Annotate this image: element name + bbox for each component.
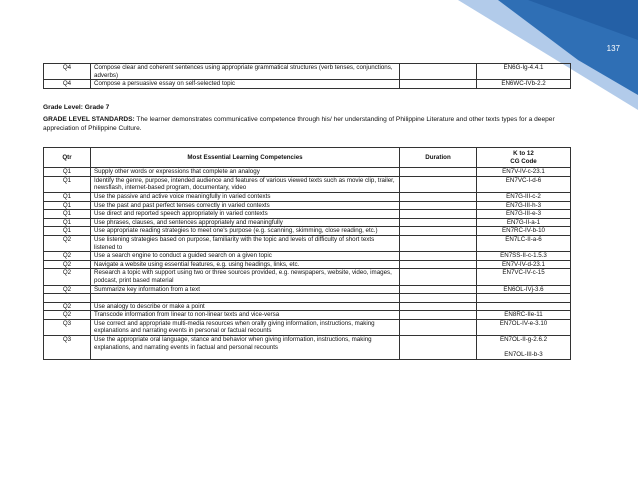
table-row — [44, 336, 571, 360]
duration-cell — [400, 210, 477, 219]
table-row — [44, 80, 571, 89]
grade-level-standards — [43, 115, 583, 133]
competency-cell: Use correct and appropriate multi-media resources when orally giving information, instructions, making explanations and narrating events in personal or factual recounts — [91, 319, 400, 335]
qtr-cell: Q4 — [44, 80, 91, 89]
code-cell: EN7G-III-c-2 — [477, 192, 571, 201]
qtr-cell: Q3 — [44, 319, 91, 335]
qtr-cell: Q1 — [44, 176, 91, 192]
page-number: 137 — [606, 44, 620, 53]
code-cell: EN6G-Ig-4.4.1 — [477, 64, 571, 80]
competency-cell: Use the past and past perfect tenses correctly in varied contexts — [91, 201, 400, 210]
competencies-table — [43, 147, 571, 360]
header-code: K to 12 CG Code — [477, 148, 571, 168]
competency-cell: Use the appropriate oral language, stance and behavior when giving information, instructions, making explanations, and narrating events in factual and personal recounts — [91, 336, 400, 360]
competency-cell: Use a search engine to conduct a guided search on a given topic — [91, 252, 400, 261]
table-row — [44, 319, 571, 335]
duration-cell — [400, 260, 477, 269]
table-row — [44, 260, 571, 269]
code-cell: EN7OL-II-g-2.6.2 EN7OL-III-b-3 — [477, 336, 571, 360]
qtr-cell: Q2 — [44, 252, 91, 261]
qtr-cell: Q3 — [44, 336, 91, 360]
code-cell: EN6WC-IVb-2.2 — [477, 80, 571, 89]
competency-cell: Compose a persuasive essay on self-selected topic — [91, 80, 400, 89]
table-row — [44, 252, 571, 261]
code-cell: EN8RC-IIe-11 — [477, 311, 571, 320]
duration-cell — [400, 168, 477, 177]
qtr-cell: Q2 — [44, 302, 91, 311]
duration-cell — [400, 319, 477, 335]
competency-cell: Navigate a website using essential features, e.g. using headings, links, etc. — [91, 260, 400, 269]
competency-cell: Use appropriate reading strategies to meet one's purpose (e.g. scanning, skimming, close reading, etc.) — [91, 227, 400, 236]
code-cell: EN7G-II-a-1 — [477, 218, 571, 227]
code-cell: EN7LC-II-a-6 — [477, 235, 571, 251]
table-row — [44, 210, 571, 219]
qtr-cell: Q4 — [44, 64, 91, 80]
code-cell: EN7G-III-e-3 — [477, 210, 571, 219]
competency-cell — [91, 294, 400, 303]
competency-cell: Compose clear and coherent sentences using appropriate grammatical structures (verb tenses, conjunctions, adverbs) — [91, 64, 400, 80]
standards-label: GRADE LEVEL STANDARDS: — [43, 116, 135, 123]
grade-level-heading: Grade Level: Grade 7 — [43, 104, 110, 111]
qtr-cell: Q2 — [44, 285, 91, 294]
duration-cell — [400, 227, 477, 236]
qtr-cell: Q1 — [44, 168, 91, 177]
code-cell: EN7VC-I-d-6 — [477, 176, 571, 192]
duration-cell — [400, 64, 477, 80]
qtr-cell — [44, 294, 91, 303]
qtr-cell: Q1 — [44, 227, 91, 236]
table-row — [44, 311, 571, 320]
table-row — [44, 302, 571, 311]
code-cell: EN6OL-IVj-3.6 — [477, 285, 571, 294]
duration-cell — [400, 336, 477, 360]
code-cell: EN7SS-II-c-1.5.3 — [477, 252, 571, 261]
code-cell: EN7G-III-h-3 — [477, 201, 571, 210]
table-row — [44, 294, 571, 303]
competency-cell: Research a topic with support using two or three sources provided, e.g. newspapers, website, video, images, podcast, print based material — [91, 269, 400, 285]
qtr-cell: Q2 — [44, 235, 91, 251]
qtr-cell: Q2 — [44, 311, 91, 320]
competency-cell: Summarize key information from a text — [91, 285, 400, 294]
qtr-cell: Q2 — [44, 269, 91, 285]
previous-grade-rows — [44, 64, 571, 89]
competency-cell: Use analogy to describe or make a point — [91, 302, 400, 311]
standards-text: The learner demonstrates communicative competence through his/ her understanding of Philippine Literature and other texts types for a deeper appreciation of Philippine Culture. — [43, 116, 555, 132]
competency-rows — [44, 168, 571, 360]
competency-cell: Use listening strategies based on purpose, familiarity with the topic and levels of difficulty of short texts listened to — [91, 235, 400, 251]
table-row — [44, 192, 571, 201]
competency-cell: Transcode information from linear to non-linear texts and vice-versa — [91, 311, 400, 320]
header-duration: Duration — [400, 148, 477, 168]
table-row — [44, 176, 571, 192]
corner-decoration — [378, 0, 638, 110]
qtr-cell: Q1 — [44, 218, 91, 227]
table-row — [44, 227, 571, 236]
code-cell: EN7V-IV-c-23.1 — [477, 168, 571, 177]
duration-cell — [400, 201, 477, 210]
duration-cell — [400, 176, 477, 192]
table-row — [44, 269, 571, 285]
duration-cell — [400, 235, 477, 251]
code-cell: EN7RC-IV-b-10 — [477, 227, 571, 236]
table-row — [44, 285, 571, 294]
table-row — [44, 235, 571, 251]
duration-cell — [400, 285, 477, 294]
duration-cell — [400, 192, 477, 201]
competency-cell: Supply other words or expressions that complete an analogy — [91, 168, 400, 177]
header-competency: Most Essential Learning Competencies — [91, 148, 400, 168]
table-row — [44, 64, 571, 80]
duration-cell — [400, 218, 477, 227]
header-qtr: Qtr — [44, 148, 91, 168]
duration-cell — [400, 252, 477, 261]
code-cell: EN7VC-IV-c-15 — [477, 269, 571, 285]
duration-cell — [400, 80, 477, 89]
qtr-cell: Q2 — [44, 260, 91, 269]
competency-cell: Use direct and reported speech appropriately in varied contexts — [91, 210, 400, 219]
qtr-cell: Q1 — [44, 192, 91, 201]
code-cell: EN7OL-IV-e-3.10 — [477, 319, 571, 335]
table-header-row — [44, 148, 571, 168]
duration-cell — [400, 311, 477, 320]
qtr-cell: Q1 — [44, 210, 91, 219]
competency-cell: Identify the genre, purpose, intended audience and features of various viewed texts such as movie clip, trailer, newsflash, internet-based program, documentary, video — [91, 176, 400, 192]
table-row — [44, 168, 571, 177]
duration-cell — [400, 294, 477, 303]
qtr-cell: Q1 — [44, 201, 91, 210]
duration-cell — [400, 269, 477, 285]
table-row — [44, 218, 571, 227]
code-cell — [477, 302, 571, 311]
duration-cell — [400, 302, 477, 311]
competency-cell: Use the passive and active voice meaningfully in varied contexts — [91, 192, 400, 201]
code-cell: EN7V-IV-d-23.1 — [477, 260, 571, 269]
code-cell — [477, 294, 571, 303]
competency-cell: Use phrases, clauses, and sentences appropriately and meaningfully — [91, 218, 400, 227]
table-row — [44, 201, 571, 210]
previous-grade-table — [43, 63, 571, 89]
